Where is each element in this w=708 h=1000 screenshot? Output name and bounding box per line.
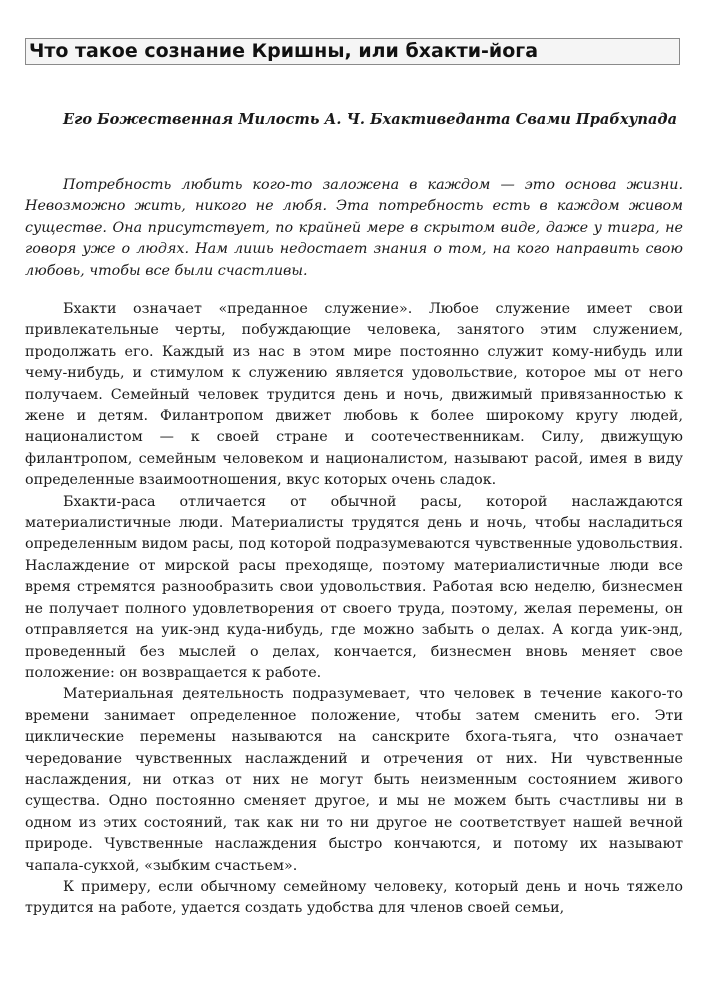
paragraph: Бхакти означает «преданное служение». Любое служение имеет свои привлекательные черты, побуждающие человека, занятого этим служением, продолжать его. Каждый из нас в этом мире постоянно служит кому-нибудь или чему-нибудь, и стимулом к служению является удовольствие, которое мы от него получаем. Семейный человек трудится день и ночь, движимый привязанностью к жене и детям. Филантропом движет любовь к более широкому кругу людей, националистом — к своей стране и соотечественникам. Силу, движущую филантропом, семейным человеком и националистом, называют расой, имея в виду определенные взаимоотношения, вкус которых очень сладок. (25, 301, 683, 489)
body-text (25, 299, 683, 920)
author-line: Его Божественная Милость А. Ч. Бхактиведанта Свами Прабхупада (63, 111, 678, 128)
chapter-title: Что такое сознание Кришны, или бхакти-йога (25, 38, 680, 65)
epigraph: Потребность любить кого-то заложена в каждом — это основа жизни. Невозможно жить, никого не любя. Эта потребность есть в каждом живом существе. Она присутствует, по крайней мере в скрытом виде, даже у тигра, не говоря уже о людях. Нам лишь недостает знания о том, на кого направить свою любовь, чтобы все были счастливы. (25, 177, 683, 279)
paragraph: Бхакти-раса отличается от обычной расы, которой наслаждаются материалистичные люди. Материалисты трудятся день и ночь, чтобы насладиться определенным видом расы, под которой подразумеваются чувственные удовольствия. Наслаждение от мирской расы преходяще, поэтому материалистичные люди все время стремятся разнообразить свои удовольствия. Работая всю неделю, бизнесмен не получает полного удовлетворения от своего труда, поэтому, желая перемены, он отправляется на уик-энд куда-нибудь, где можно забыть о делах. А когда уик-энд, проведенный без мыслей о делах, кончается, бизнесмен вновь меняет свое положение: он возвращается к работе. (25, 493, 683, 681)
paragraph: К примеру, если обычному семейному человеку, который день и ночь тяжело трудится на работе, удается создать удобства для членов своей семьи, (25, 878, 683, 917)
paragraph: Материальная деятельность подразумевает, что человек в течение какого-то времени занимает определенное положение, чтобы затем сменить его. Эти циклические перемены называются на санскрите бхога-тьяга, что означает чередование чувственных наслаждений и отречения от них. Ни чувственные наслаждения, ни отказ от них не могут быть неизменным состоянием живого существа. Одно постоянно сменяет другое, и мы не можем быть счастливы ни в одном из этих состояний, так как ни то ни другое не соответствует нашей вечной природе. Чувственные наслаждения быстро кончаются, и потому их называют чапала-сукхой, «зыбким счастьем». (25, 686, 683, 874)
